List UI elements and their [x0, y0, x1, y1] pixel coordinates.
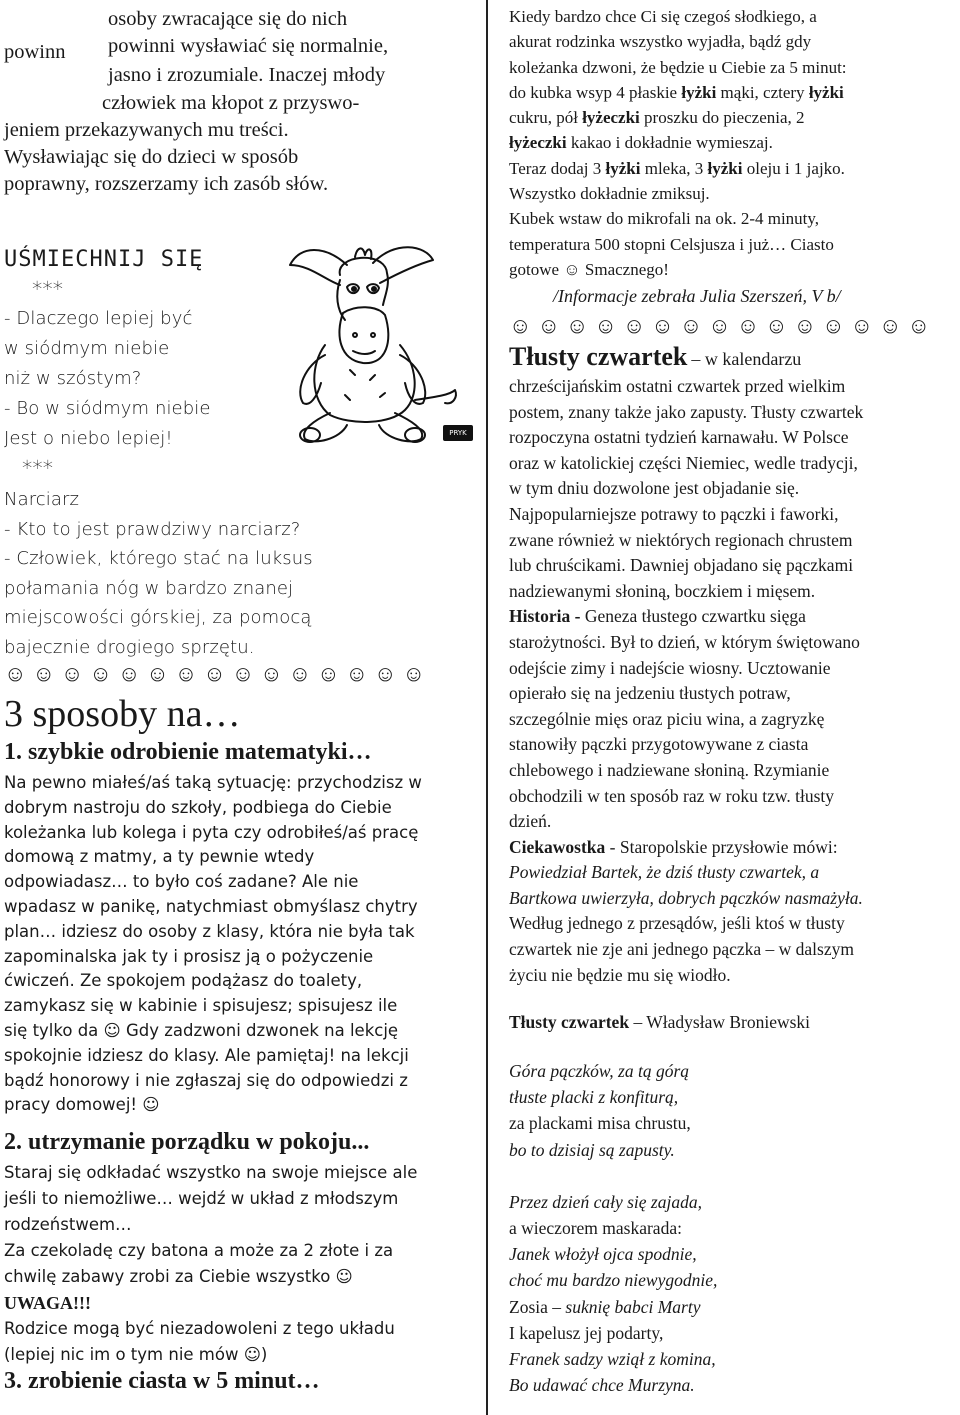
joke1-line: w siódmym niebie [4, 338, 170, 359]
belief-line: czwartek nie zje ani jednego pączka – w dalszym [509, 939, 854, 960]
way1-line: dobrym nastroju do szkoły, podbiega do Ciebie [4, 797, 392, 817]
joke1-line: - Dlaczego lepiej być [4, 308, 193, 329]
poem-line: Góra pączków, za tą górą [509, 1061, 690, 1081]
history-line: opierało się na jedzeniu tłustych potraw, [509, 683, 791, 704]
joke1-line: niż w szóstym? [4, 368, 142, 389]
donkey-illustration [255, 225, 477, 447]
intro-line-5: jeniem przekazywanych mu treści. [4, 119, 289, 141]
proverb-line: Bartkowa uwierzyła, dobrych pączków nasmażyła. [509, 887, 863, 908]
history-label: Historia - [509, 606, 581, 627]
intro-line-2: powinni wysławiać się normalnie, [108, 35, 389, 57]
poem-line: I kapelusz jej podarty, [509, 1322, 664, 1343]
joke2-line: miejscowości górskiej, za pomocą [4, 607, 312, 628]
fat-thursday-line: oraz w katolickiej części Niemiec, wedle tradycji, [509, 452, 858, 473]
joke2-line: połamania nóg w bardzo znanej [4, 577, 294, 599]
stars-separator: *** [22, 456, 54, 480]
joke2-line: bajecznie drogiego sprzętu. [4, 636, 255, 658]
way1-line: ćwiczeń. Ze spokojem podążasz do toalety, [4, 971, 363, 991]
poem-stanza-gap [509, 1163, 717, 1189]
way1-line: spokojnie idziesz do klasy. Ale pamiętaj! na lekcji [4, 1045, 409, 1065]
history-line: dzień. [509, 811, 552, 832]
way1-line: odpowiadasz… to było coś zadane? Ale nie [4, 872, 359, 892]
way2-title: 2. utrzymanie porządku w pokoju... [4, 1129, 370, 1155]
intro-line-1: osoby zwracające się do nich [108, 8, 348, 30]
way1-line: bądź honorowy i nie zgłaszaj się do odpowiedzi z [4, 1070, 408, 1090]
recipe-line: akurat rodzinka wszystko wyjadła, bądź gdy [509, 32, 812, 52]
fat-thursday-line: rozpoczyna ostatni tydzień karnawału. W Polsce [509, 427, 849, 448]
smile-section-title: UŚMIECHNIJ SIĘ [4, 247, 204, 272]
belief-line: życiu nie będzie mu się wiodło. [509, 964, 731, 985]
stars-separator: *** [32, 277, 64, 301]
way2-line: Staraj się odkładać wszystko na swoje miejsce ale [4, 1163, 418, 1182]
way1-title: 1. szybkie odrobienie matematyki… [4, 739, 372, 765]
poem-line: za plackami misa chrustu, [509, 1113, 691, 1134]
poem-author: – Władysław Broniewski [633, 1012, 811, 1032]
recipe-line: Teraz dodaj 3 łyżki mleka, 3 łyżki oleju i 1 jajko. [509, 158, 845, 178]
joke2-line: - Kto to jest prawdziwy narciarz? [4, 518, 301, 540]
way2-line: jeśli to niemożliwe… wejdź w układ z młodszym [4, 1189, 399, 1208]
history-line: Historia - Geneza tłustego czwartku sięga [509, 606, 806, 627]
fat-thursday-line: zwane również w niektórych regionach chrustem [509, 529, 853, 550]
joke2-line: - Człowiek, którego stać na luksus [4, 548, 313, 569]
intro-margin-word: powinn [4, 41, 66, 63]
recipe-line: Kubek wstaw do mikrofali na ok. 2-4 minuty, [509, 209, 820, 229]
history-line: szczególnie mięs oraz piciu wina, a zagryzkę [509, 708, 825, 729]
way1-line: koleżanka lub kolega i pyta czy odrobiłeś/aś pracę [4, 822, 419, 842]
poem-title: Tłusty czwartek [509, 1012, 630, 1032]
trivia-line: Ciekawostka - Staropolskie przysłowie mówi: [509, 836, 838, 857]
image-source-badge: PRYK [443, 425, 473, 441]
intro-line-4: człowiek ma kłopot z przyswo- [102, 92, 360, 114]
recipe-line: gotowe ☺ Smacznego! [509, 259, 669, 279]
way3-title: 3. zrobienie ciasta w 5 minut… [4, 1368, 320, 1394]
way1-line: wpadasz w panikę, natychmiast obmyślasz chytry [4, 896, 418, 916]
column-divider [486, 0, 488, 1415]
trivia-label: Ciekawostka [509, 836, 606, 857]
way1-line: plan… idziesz do osoby z klasy, która nie była tak [4, 921, 415, 941]
recipe-line: temperatura 500 stopni Celsjusza i już… Ciasto [509, 234, 834, 254]
way1-line: domową z matmy, a ty pewnie wtedy [4, 847, 315, 867]
intro-line-7: poprawny, rozszerzamy ich zasób słów. [4, 173, 329, 195]
recipe-credit: /Informacje zebrała Julia Szerszeń, V b/ [553, 286, 841, 306]
recipe-line: koleżanka dzwoni, że będzie u Ciebie za 5 minut: [509, 57, 847, 77]
poem-line: Franek sadzy wziął z komina, [509, 1349, 716, 1370]
fat-thursday-line: lub chruścikami. Dawniej objadano się pączkami [509, 555, 854, 576]
way1-line: zapominalska jak ty i prosisz ją o pożyczenie [4, 946, 374, 966]
fat-thursday-line: postem, znany także jako zapusty. Tłusty czwartek [509, 401, 864, 422]
poem-line: Bo udawać chce Murzyna. [509, 1375, 695, 1396]
way2-line: (lepiej nic im o tym nie mów ☺) [4, 1345, 268, 1364]
way1-line: Na pewno miałeś/aś taką sytuację: przychodzisz w [4, 773, 422, 792]
poem-line: tłuste placki z konfiturą, [509, 1087, 679, 1108]
poem-line: choć mu bardzo niewygodnie, [509, 1270, 718, 1291]
poem-line: Zosia – suknię babci Marty [509, 1296, 701, 1317]
way2-line: Rodzice mogą być niezadowoleni z tego układu [4, 1319, 395, 1338]
fat-thursday-title-rest: – w kalendarzu [691, 349, 802, 369]
smiley-row: ☺☺☺☺☺☺☺☺☺☺☺☺☺☺☺ [4, 661, 431, 686]
fat-thursday-line: Najpopularniejsze potrawy to pączki i faworki, [509, 503, 839, 524]
proverb-line: Powiedział Bartek, że dziś tłusty czwartek, a [509, 862, 820, 883]
recipe-line: Kiedy bardzo chce Ci się czegoś słodkiego, a [509, 7, 817, 26]
three-ways-title: 3 sposoby na… [4, 693, 241, 735]
way2-line: chwilę zabawy zrobi za Ciebie wszystko ☺ [4, 1267, 353, 1286]
fat-thursday-line: nadziewanymi słoniną, boczkiem i mięsem. [509, 580, 816, 601]
intro-line-3: jasno i zrozumiale. Inaczej młody [108, 64, 386, 86]
poem-line: Przez dzień cały się zajada, [509, 1191, 702, 1212]
recipe-line: cukru, pół łyżeczki proszku do pieczenia, 2 [509, 108, 805, 128]
poem-line: a wieczorem maskarada: [509, 1218, 682, 1239]
intro-line-6: Wysławiając się do dzieci w sposób [4, 146, 299, 168]
way1-line: się tylko da ☺ Gdy zadzwoni dzwonek na lekcję [4, 1020, 399, 1040]
way1-line: zamykasz się w kabinie i spisujesz; spisujesz ile [4, 996, 398, 1016]
way2-line: rodzeństwem… [4, 1215, 132, 1234]
fat-thursday-line: w tym dniu dozwolone jest objadanie się. [509, 478, 800, 499]
belief-line: Według jednego z przesądów, jeśli ktoś w tłusty [509, 913, 845, 934]
warning-label: UWAGA!!! [4, 1293, 91, 1313]
way2-line: Za czekoladę czy batona a może za 2 złote i za [4, 1241, 394, 1260]
history-line: obchodzili w ten sposób raz w roku tzw. tłusty [509, 785, 834, 806]
recipe-line: do kubka wsyp 4 płaskie łyżki mąki, cztery łyżki [509, 82, 844, 102]
joke1-line: Jest o niebo lepiej! [4, 428, 173, 449]
joke1-line: - Bo w siódmym niebie [4, 398, 211, 419]
history-line: odejście zimy i nadejście wiosny. Ucztowanie [509, 657, 831, 678]
recipe-line: łyżeczki kakao i dokładnie wymieszaj. [509, 133, 773, 153]
poem-line: Janek włożył ojca spodnie, [509, 1244, 697, 1265]
fat-thursday-title: Tłusty czwartek [509, 342, 688, 371]
recipe-line: Wszystko dokładnie zmiksuj. [509, 184, 710, 204]
poem-line: bo to dzisiaj są zapusty. [509, 1139, 675, 1160]
smiley-row: ☺☺☺☺☺☺☺☺☺☺☺☺☺☺☺ [509, 313, 936, 338]
history-line: stanowiły pączki przygotowywane z ciasta [509, 734, 809, 755]
fat-thursday-line: chrześcijańskim ostatni czwartek przed wielkim [509, 376, 846, 396]
way1-line: pracy domowej! ☺ [4, 1095, 160, 1115]
history-line: chlebowego i nadziewane słoniną. Rzymianie [509, 759, 830, 780]
joke2-title: Narciarz [4, 489, 80, 510]
history-line: starożytności. Był to dzień, w którym świętowano [509, 631, 860, 652]
